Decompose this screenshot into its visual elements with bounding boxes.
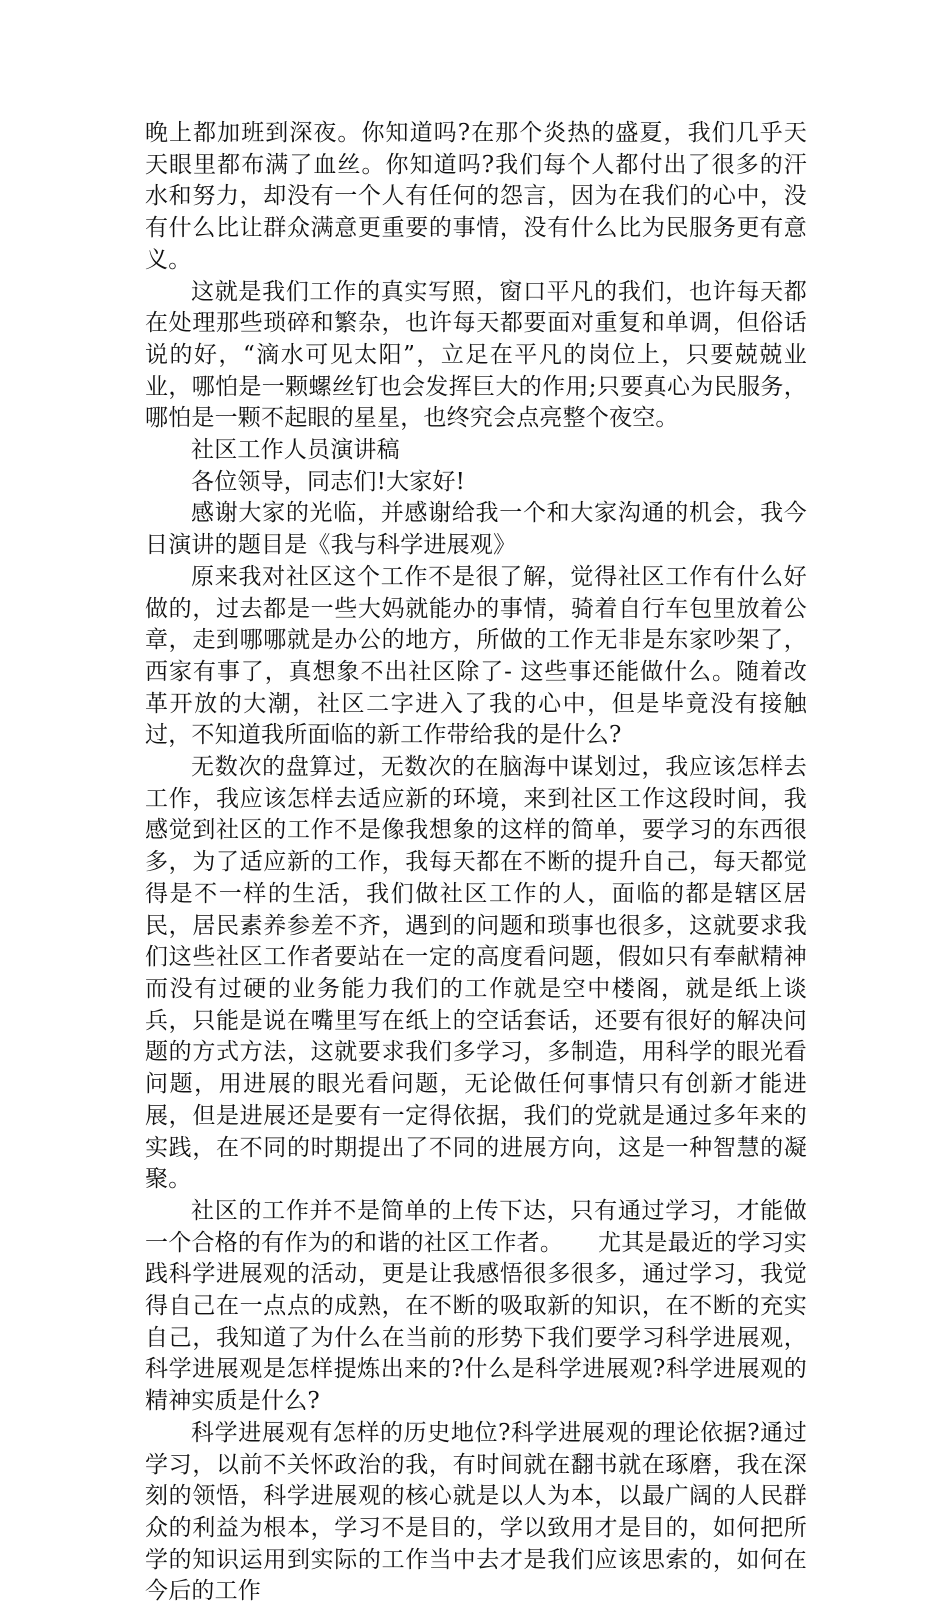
paragraph: 社区的工作并不是简单的上传下达，只有通过学习，才能做一个合格的有作为的和谐的社区工作者。 尤其是最近的学习实践科学进展观的活动，更是让我感悟很多很多，通过学习，我觉得自己在一点点的成熟，在不断的吸取新的知识，在不断的充实自己，我知道了为什么在当前的形势下我们要学习科学进展观，科学进展观是怎样提炼出来的?什么是科学进展观?科学进展观的精神实质是什么? [145, 1197, 807, 1415]
paragraph: 这就是我们工作的真实写照，窗口平凡的我们，也许每天都在处理那些琐碎和繁杂，也许每天都要面对重复和单调，但俗话说的好，“滴水可见太阳”，立足在平凡的岗位上，只要兢兢业业，哪怕是一颗螺丝钉也会发挥巨大的作用;只要真心为民服务，哪怕是一颗不起眼的星星，也终究会点亮整个夜空。 [145, 278, 807, 432]
paragraph: 原来我对社区这个工作不是很了解，觉得社区工作有什么好做的，过去都是一些大妈就能办的事情，骑着自行车包里放着公章，走到哪哪就是办公的地方，所做的工作无非是东家吵架了，西家有事了，真想象不出社区除了- 这些事还能做什么。随着改革开放的大潮，社区二字进入了我的心中，但是毕竟没有接触过，不知道我所面临的新工作带给我的是什么? [145, 563, 807, 749]
greeting: 各位领导，同志们!大家好! [191, 468, 466, 495]
paragraph: 科学进展观有怎样的历史地位?科学进展观的理论依据?通过学习，以前不关怀政治的我，有时间就在翻书就在琢磨，我在深刻的领悟，科学进展观的核心就是以人为本，以最广阔的人民群众的利益为根本，学习不是目的，学以致用才是目的，如何把所学的知识运用到实际的工作当中去才是我们应该思索的，如何在今后的工作 [145, 1419, 807, 1605]
paragraph: 无数次的盘算过，无数次的在脑海中谋划过，我应该怎样去工作，我应该怎样去适应新的环境，来到社区工作这段时间，我感觉到社区的工作不是像我想象的这样的简单，要学习的东西很多，为了适应新的工作，我每天都在不断的提升自己，每天都觉得是不一样的生活，我们做社区工作的人，面临的都是辖区居民，居民素养参差不齐，遇到的问题和琐事也很多，这就要求我们这些社区工作者要站在一定的高度看问题，假如只有奉献精神而没有过硬的业务能力我们的工作就是空中楼阁，就是纸上谈兵，只能是说在嘴里写在纸上的空话套话，还要有很好的解决问题的方式方法，这就要求我们多学习，多制造，用科学的眼光看问题，用进展的眼光看问题，无论做任何事情只有创新才能进展，但是进展还是要有一定得依据，我们的党就是通过多年来的实践，在不同的时期提出了不同的进展方向，这是一种智慧的凝聚。 [145, 754, 807, 1193]
document-page [145, 118, 807, 1608]
speech-title: 社区工作人员演讲稿 [191, 437, 400, 464]
paragraph: 晚上都加班到深夜。你知道吗?在那个炎热的盛夏，我们几乎天天眼里都布满了血丝。你知道吗?我们每个人都付出了很多的汗水和努力，却没有一个人有任何的怨言，因为在我们的心中，没有什么比让群众满意更重要的事情，没有什么比为民服务更有意义。 [145, 120, 807, 273]
paragraph: 感谢大家的光临，并感谢给我一个和大家沟通的机会，我今日演讲的题目是《我与科学进展观》 [145, 500, 807, 559]
